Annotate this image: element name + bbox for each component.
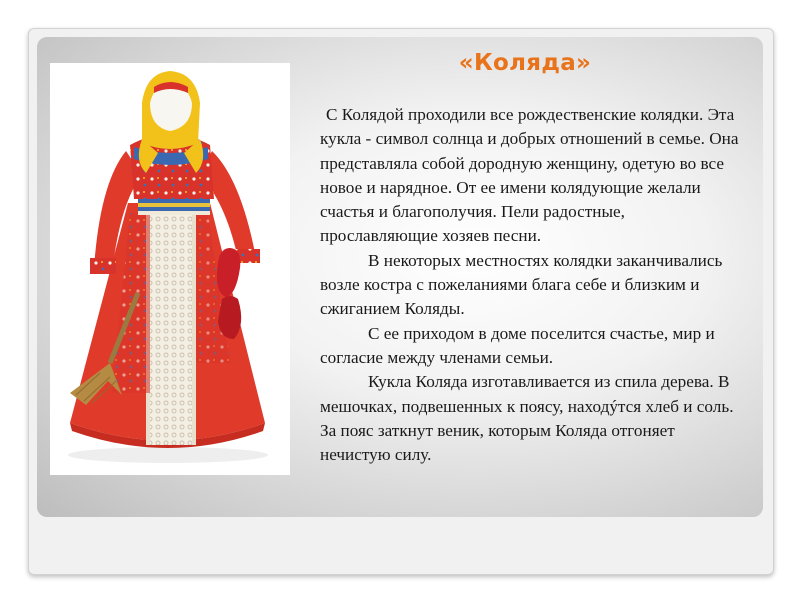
paragraph-3: С ее приходом в доме поселится счастье, мир и согласие между членами семьи.	[320, 323, 715, 367]
slide-title: «Коляда»	[458, 50, 592, 76]
slide-body-text	[320, 103, 740, 467]
paragraph-1: С Колядой проходили все рождественские колядки. Эта кукла - символ солнца и добрых отношений в семье. Она представляла собой дородную женщину, одетую во все новое и нарядное. От ее имени колядующие желали счастья и благополучия. Пели радостные, прославляющие хозяев песни.	[320, 105, 739, 246]
koliada-doll-photo	[50, 63, 290, 475]
doll-illustration	[50, 63, 290, 475]
paragraph-4: Кукла Коляда изготавливается из спила дерева. В мешочках, подвешенных к поясу, находýтся хлеб и соль. За пояс заткнут веник, которым Коляда отгоняет нечистую силу.	[320, 372, 734, 465]
paragraph-2: В некоторых местностях колядки заканчивались возле костра с пожеланиями блага себе и близким и сжиганием Коляды.	[320, 250, 723, 319]
